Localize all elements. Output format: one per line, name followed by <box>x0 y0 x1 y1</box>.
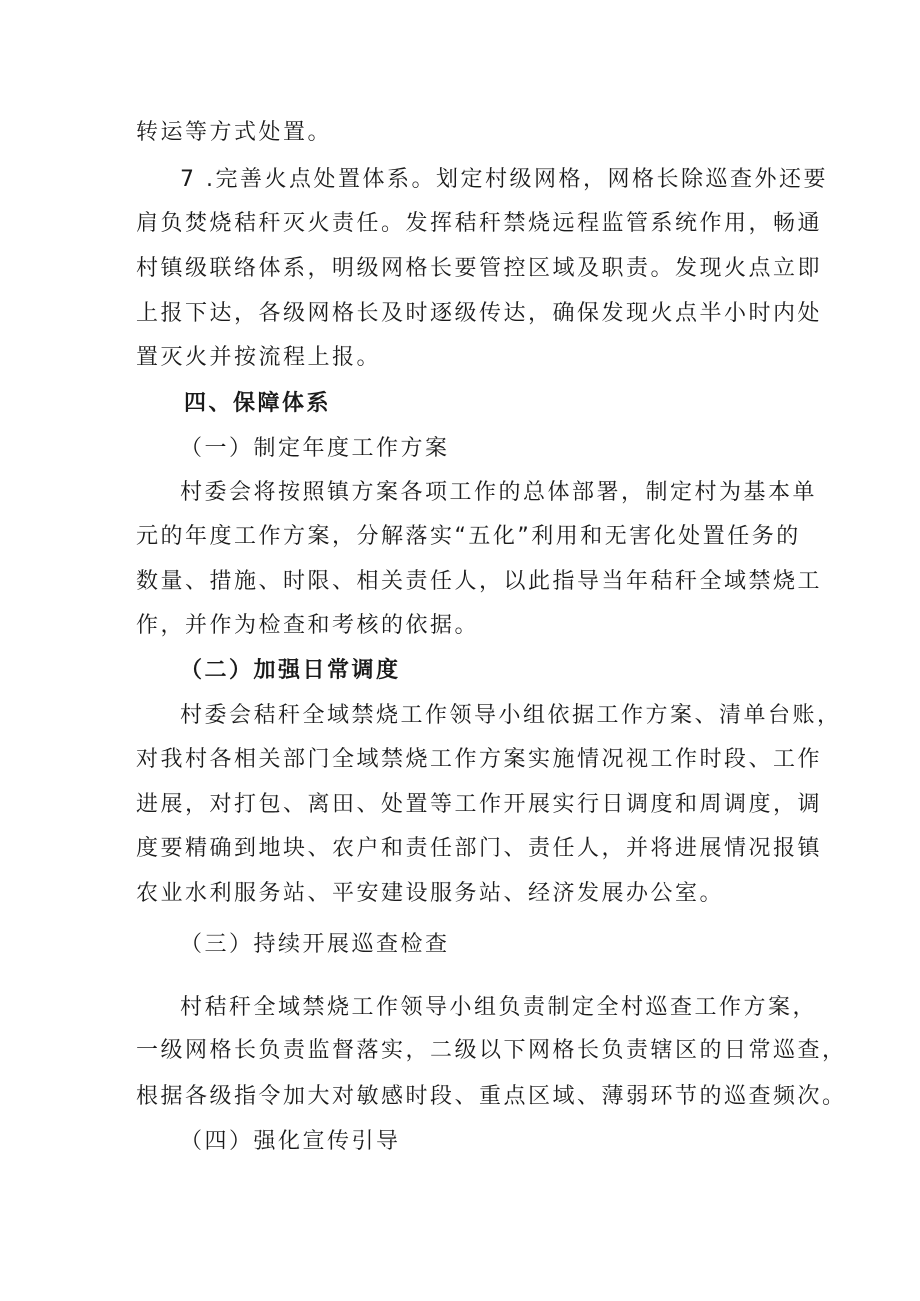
paragraph-line: 进展，对打包、离田、处置等工作开展实行日调度和周调度，调 <box>136 792 823 817</box>
paragraph-line: 转运等方式处置。 <box>136 120 333 145</box>
subsection-heading: （二）加强日常调度 <box>180 658 401 683</box>
section-heading: 四、保障体系 <box>184 391 332 416</box>
paragraph-line: 一级网格长负责监督落实，二级以下网格长负责辖区的日常巡查， <box>136 1038 847 1063</box>
paragraph-line: 根据各级指令加大对敏感时段、重点区域、薄弱环节的巡查频次。 <box>136 1084 847 1109</box>
paragraph-line: 对我村各相关部门全域禁烧工作方案实施情况视工作时段、工作 <box>136 747 823 772</box>
paragraph-line: 肩负焚烧秸秆灭火责任。发挥秸秆禁烧远程监管系统作用，畅通 <box>136 211 823 236</box>
paragraph-line: 数量、措施、时限、相关责任人，以此指导当年秸秆全域禁烧工 <box>136 569 823 594</box>
subsection-heading: （三）持续开展巡查检查 <box>180 932 450 957</box>
paragraph-line: 村秸秆全域禁烧工作领导小组负责制定全村巡查工作方案， <box>180 995 818 1020</box>
paragraph-line: 度要精确到地块、农户和责任部门、责任人，并将进展情况报镇 <box>136 836 823 861</box>
subsection-heading: （一）制定年度工作方案 <box>180 436 450 461</box>
paragraph-line: 村镇级联络体系，明级网格长要管控区域及职责。发现火点立即 <box>136 256 823 281</box>
paragraph-line: 村委会将按照镇方案各项工作的总体部署，制定村为基本单 <box>180 480 818 505</box>
subsection-heading: （四）强化宣传引导 <box>180 1129 401 1154</box>
paragraph-line: 上报下达，各级网格长及时逐级传达，确保发现火点半小时内处 <box>136 301 823 326</box>
paragraph-line: 农业水利服务站、平安建设服务站、经济发展办公室。 <box>136 881 725 906</box>
paragraph-line: 7 .完善火点处置体系。划定村级网格，网格长除巡查外还要 <box>180 167 828 192</box>
paragraph-line: 作，并作为检查和考核的依据。 <box>136 613 480 638</box>
paragraph-line: 置灭火并按流程上报。 <box>136 345 382 370</box>
paragraph-line: 村委会秸秆全域禁烧工作领导小组依据工作方案、清单台账， <box>180 703 842 728</box>
paragraph-line: 元的年度工作方案，分解落实“五化”利用和无害化处置任务的 <box>136 524 801 549</box>
